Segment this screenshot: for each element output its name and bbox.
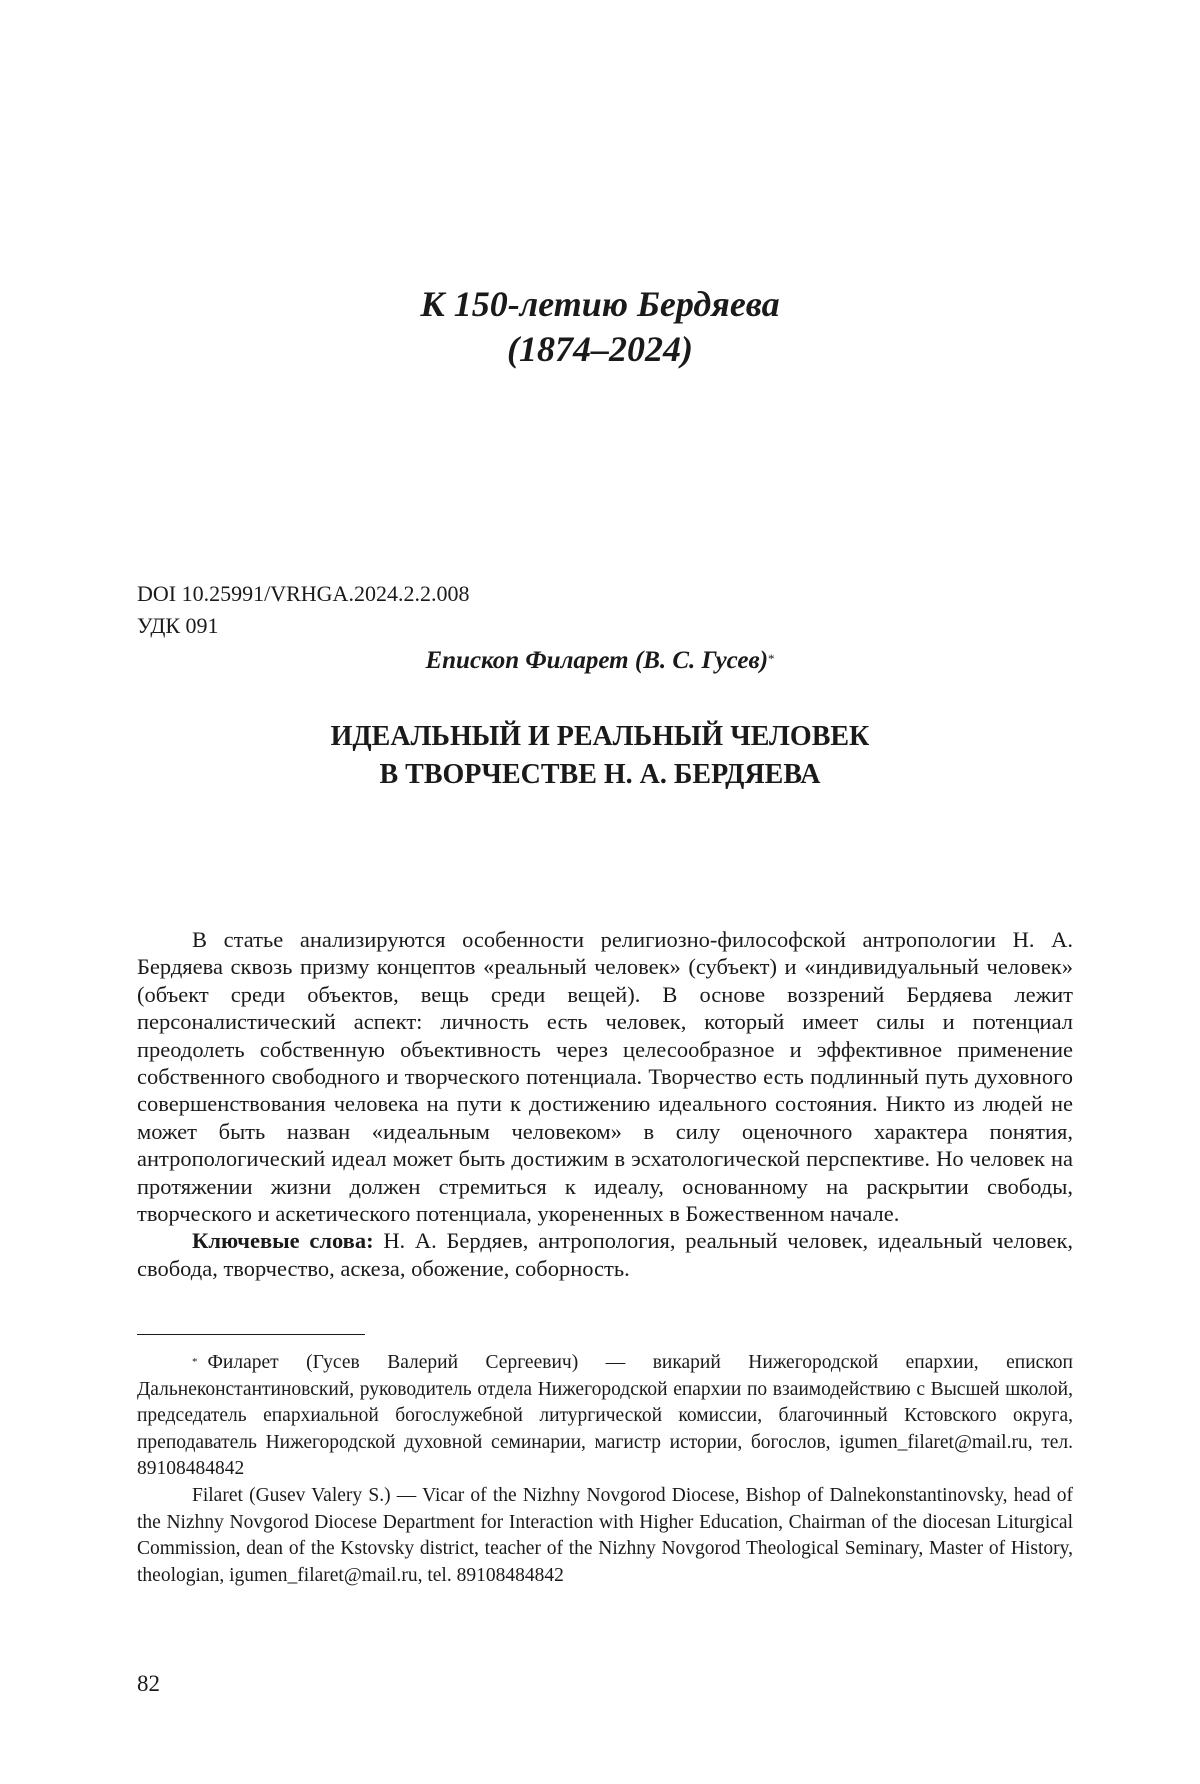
keywords-list: Н. А. Бердяев, антропология, реальный человек, идеальный человек, свобода, творчество, аскеза, обожение, соборность. [137, 1228, 1073, 1280]
footnote-ru-text: Филарет (Гусев Валерий Сергеевич) — викарий Нижегородской епархии, епископ Дальнеконстантиновский, руководитель отдела Нижегородской епархии по взаимодействию с Высшей школой, председатель епархиальной богослужебной литургической комиссии, благочинный Кстовского округа, преподаватель Нижегородской духовной семинарии, магистр истории, богослов, igumen_filaret@mail.ru, тел. 89108484842 [137, 1352, 1073, 1479]
footnote [137, 1350, 1073, 1589]
footnote-en: Filaret (Gusev Valery S.) — Vicar of the Nizhny Novgorod Diocese, Bishop of Dalnekonstantinovsky, head of the Nizhny Novgorod Diocese Department for Interaction with Higher Education, Chairman of the diocesan Liturgical Commission, dean of the Kstovsky district, teacher of the Nizhny Novgorod Theological Seminary, Master of History, theologian, igumen_filaret@mail.ru, tel. 89108484842 [137, 1483, 1073, 1589]
doi: DOI 10.25991/VRHGA.2024.2.2.008 [137, 578, 469, 610]
footnote-ru [137, 1350, 1073, 1483]
abstract [137, 926, 1073, 1282]
article-title [0, 718, 1200, 794]
section-heading-line2: (1874–2024) [0, 327, 1200, 372]
author-name: Епископ Филарет (В. С. Гусев) [425, 647, 768, 674]
article-meta [137, 578, 469, 642]
keywords-label: Ключевые слова: [192, 1228, 374, 1253]
udk: УДК 091 [137, 610, 469, 642]
abstract-text: В статье анализируются особенности религиозно-философской антропологии Н. А. Бердяева сквозь призму концептов «реальный человек» (субъект) и «индивидуальный человек» (объект среди объектов, вещь среди вещей). В основе воззрений Бердяева лежит персоналистический аспект: личность есть человек, который имеет силы и потенциал преодолеть собственную объективность через целесообразное и эффективное применение собственного свободного и творческого потенциала. Творчество есть подлинный путь духовного совершенствования человека на пути к достижению идеального состояния. Никто из людей не может быть назван «идеальным человеком» в силу оценочного характера понятия, антропологический идеал может быть достижим в эсхатологической перспективе. Но человек на протяжении жизни должен стремиться к идеалу, основанному на раскрытии свободы, творческого и аскетического потенциала, укорененных в Божественном начале. [137, 926, 1073, 1227]
author-line [0, 645, 1200, 677]
article-title-line1: ИДЕАЛЬНЫЙ И РЕАЛЬНЫЙ ЧЕЛОВЕК [0, 718, 1200, 756]
section-heading [0, 282, 1200, 372]
footnote-rule [137, 1334, 365, 1335]
footnote-mark: * [192, 1356, 198, 1368]
article-title-line2: В ТВОРЧЕСТВЕ Н. А. БЕРДЯЕВА [0, 756, 1200, 794]
author-footnote-mark: * [768, 651, 775, 666]
page-number: 82 [137, 1669, 160, 1699]
section-heading-line1: К 150-летию Бердяева [0, 282, 1200, 327]
keywords [137, 1227, 1073, 1282]
